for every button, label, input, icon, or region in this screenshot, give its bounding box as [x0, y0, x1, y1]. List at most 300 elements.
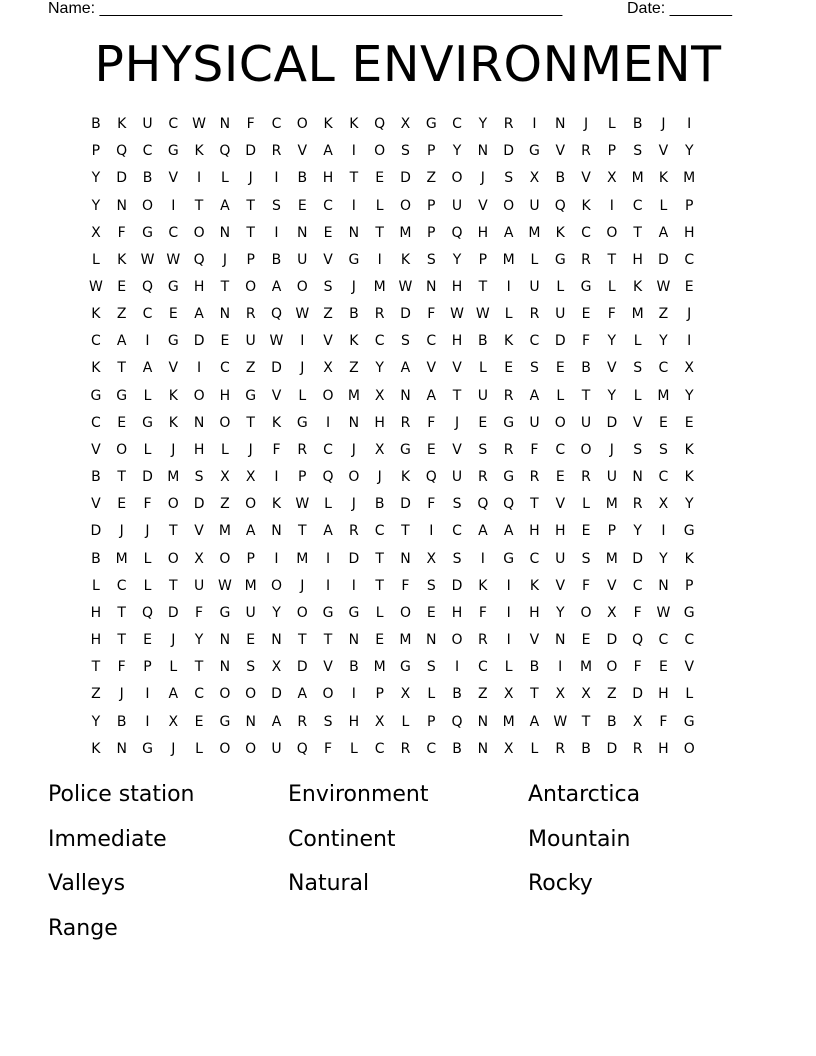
grid-letter: X	[503, 740, 514, 757]
grid-letter: L	[582, 496, 590, 513]
grid-letter: L	[91, 251, 100, 268]
grid-letter: K	[684, 441, 694, 458]
grid-letter: U	[477, 387, 488, 404]
grid-letter: K	[400, 469, 411, 486]
grid-letter: S	[633, 143, 643, 160]
grid-letter: D	[193, 496, 205, 513]
grid-letter: O	[270, 577, 282, 594]
grid-letter: I	[506, 279, 511, 296]
grid-letter: D	[271, 360, 282, 377]
grid-letter: B	[478, 333, 488, 350]
grid-letter: A	[529, 387, 540, 404]
grid-letter: X	[91, 224, 101, 241]
grid-letter: I	[377, 251, 382, 268]
grid-letter: K	[478, 577, 488, 594]
grid-letter: I	[558, 659, 563, 676]
grid-letter: L	[530, 740, 539, 757]
grid-letter: N	[555, 632, 566, 649]
grid-letter: O	[245, 740, 257, 757]
grid-letter: K	[684, 550, 694, 567]
grid-letter: U	[451, 469, 463, 486]
grid-letter: R	[400, 740, 411, 757]
grid-letter: H	[90, 632, 102, 649]
grid-letter: R	[503, 387, 514, 404]
grid-row	[83, 654, 733, 681]
grid-letter: H	[477, 224, 489, 241]
grid-letter: S	[658, 441, 668, 458]
grid-letter: X	[374, 387, 385, 404]
grid-letter: R	[271, 143, 282, 160]
grid-letter: Y	[272, 604, 281, 621]
grid-letter: J	[248, 170, 253, 187]
grid-letter: D	[606, 632, 618, 649]
grid-letter: K	[271, 496, 282, 513]
grid-letter: E	[143, 632, 152, 649]
grid-letter: C	[452, 523, 462, 540]
grid-letter: R	[477, 469, 488, 486]
grid-letter: L	[633, 387, 642, 404]
grid-letter: Y	[659, 550, 668, 567]
grid-letter: Z	[116, 306, 127, 323]
grid-letter: R	[529, 306, 540, 323]
grid-letter: L	[143, 441, 152, 458]
grid-letter: X	[607, 170, 617, 187]
grid-letter: W	[192, 116, 206, 133]
grid-letter: I	[506, 632, 511, 649]
word-list-item: Mountain	[528, 826, 631, 852]
grid-letter: L	[556, 387, 565, 404]
grid-letter: O	[322, 387, 334, 404]
grid-letter: I	[480, 550, 485, 567]
grid-letter: P	[246, 550, 255, 567]
grid-letter: M	[631, 170, 644, 187]
grid-row	[83, 600, 733, 627]
grid-letter: I	[326, 550, 331, 567]
grid-letter: T	[117, 360, 126, 377]
grid-letter: J	[171, 441, 176, 458]
grid-letter: E	[246, 632, 256, 649]
grid-letter: V	[529, 632, 540, 649]
grid-letter: O	[606, 659, 618, 676]
grid-letter: G	[167, 279, 179, 296]
grid-letter: I	[274, 469, 279, 486]
grid-row	[83, 627, 733, 654]
grid-letter: M	[683, 170, 696, 187]
grid-letter: X	[194, 550, 204, 567]
grid-row	[83, 736, 733, 763]
grid-letter: T	[169, 577, 178, 594]
grid-letter: S	[426, 659, 436, 676]
grid-letter: L	[530, 251, 539, 268]
grid-letter: G	[348, 604, 360, 621]
grid-letter: P	[427, 224, 436, 241]
grid-letter: Y	[659, 333, 668, 350]
grid-letter: J	[583, 116, 589, 133]
grid-letter: U	[529, 279, 540, 296]
grid-letter: Q	[503, 496, 515, 513]
letter-grid	[83, 111, 733, 763]
grid-letter: M	[605, 496, 618, 513]
grid-letter: K	[194, 143, 204, 160]
grid-letter: T	[246, 414, 255, 431]
grid-letter: I	[351, 197, 356, 214]
grid-letter: U	[606, 469, 617, 486]
grid-letter: U	[271, 740, 282, 757]
grid-letter: I	[351, 143, 356, 160]
grid-letter: A	[658, 224, 669, 241]
grid-letter: I	[274, 550, 279, 567]
grid-letter: K	[581, 197, 591, 214]
grid-letter: X	[400, 116, 411, 133]
grid-letter: S	[452, 550, 462, 567]
grid-letter: N	[426, 632, 437, 649]
grid-letter: N	[219, 659, 231, 676]
grid-letter: F	[324, 740, 333, 757]
grid-letter: I	[429, 523, 434, 540]
grid-letter: T	[633, 224, 642, 241]
grid-row	[83, 301, 733, 328]
date-field: Date: _______	[627, 0, 732, 17]
grid-letter: Y	[91, 197, 101, 214]
grid-letter: Q	[632, 632, 644, 649]
grid-letter: N	[245, 713, 256, 730]
grid-letter: C	[426, 740, 437, 757]
grid-letter: A	[529, 713, 540, 730]
grid-letter: W	[140, 251, 155, 268]
grid-letter: C	[116, 577, 127, 594]
grid-letter: I	[454, 659, 460, 676]
grid-letter: I	[532, 116, 537, 133]
grid-letter: Y	[194, 632, 204, 649]
grid-letter: J	[222, 251, 227, 268]
grid-letter: T	[194, 659, 204, 676]
grid-letter: Z	[220, 496, 230, 513]
grid-letter: P	[91, 143, 101, 160]
grid-letter: U	[555, 550, 566, 567]
grid-letter: H	[658, 740, 669, 757]
grid-letter: V	[271, 387, 282, 404]
header-fields	[48, 0, 740, 20]
grid-letter: K	[555, 224, 565, 241]
word-list-item: Valleys	[48, 871, 126, 896]
grid-letter: L	[220, 441, 229, 458]
grid-letter: L	[324, 496, 332, 513]
grid-letter: B	[632, 116, 643, 133]
grid-letter: M	[657, 387, 670, 404]
grid-letter: D	[193, 333, 205, 350]
grid-letter: M	[399, 224, 412, 241]
grid-letter: S	[426, 251, 436, 268]
grid-letter: G	[554, 251, 566, 268]
grid-letter: V	[684, 659, 695, 676]
grid-letter: R	[503, 441, 514, 458]
grid-letter: C	[374, 523, 385, 540]
grid-letter: O	[296, 604, 308, 621]
grid-letter: O	[219, 740, 231, 757]
grid-letter: D	[167, 604, 179, 621]
grid-row	[83, 518, 733, 545]
grid-letter: S	[452, 496, 462, 513]
grid-letter: E	[168, 306, 178, 323]
grid-letter: E	[220, 333, 230, 350]
grid-letter: G	[245, 387, 257, 404]
grid-letter: X	[220, 469, 230, 486]
grid-letter: S	[633, 441, 643, 458]
grid-letter: X	[374, 713, 385, 730]
grid-letter: I	[300, 333, 305, 350]
grid-letter: C	[581, 224, 591, 241]
grid-letter: K	[117, 251, 127, 268]
grid-letter: T	[297, 523, 307, 540]
grid-letter: M	[399, 632, 412, 649]
grid-letter: N	[555, 116, 566, 133]
grid-letter: D	[271, 686, 282, 703]
grid-letter: R	[297, 441, 308, 458]
grid-letter: Y	[91, 170, 101, 187]
grid-letter: S	[323, 713, 333, 730]
grid-letter: B	[297, 170, 308, 187]
grid-letter: Q	[477, 496, 489, 513]
grid-letter: G	[425, 116, 437, 133]
grid-letter: S	[323, 279, 333, 296]
grid-letter: G	[348, 251, 360, 268]
grid-letter: K	[529, 577, 540, 594]
grid-letter: C	[194, 686, 204, 703]
grid-row	[83, 192, 733, 219]
grid-letter: G	[400, 659, 411, 676]
grid-letter: E	[581, 632, 591, 649]
grid-letter: C	[529, 333, 540, 350]
grid-letter: T	[117, 632, 126, 649]
grid-letter: U	[245, 604, 256, 621]
grid-letter: K	[91, 306, 101, 323]
grid-letter: E	[117, 279, 127, 296]
grid-letter: Z	[245, 360, 256, 377]
grid-letter: D	[296, 659, 308, 676]
grid-letter: T	[323, 632, 333, 649]
grid-letter: K	[168, 414, 178, 431]
grid-letter: L	[91, 577, 100, 594]
grid-letter: O	[219, 414, 231, 431]
grid-letter: Y	[684, 496, 694, 513]
grid-letter: C	[426, 333, 437, 350]
grid-letter: G	[503, 469, 515, 486]
grid-letter: A	[503, 523, 514, 540]
grid-row	[83, 247, 733, 274]
grid-letter: O	[219, 550, 231, 567]
grid-letter: S	[401, 143, 410, 160]
grid-letter: G	[219, 604, 231, 621]
grid-row	[83, 138, 733, 165]
grid-letter: R	[374, 306, 385, 323]
grid-letter: X	[168, 713, 179, 730]
grid-letter: V	[555, 577, 566, 594]
grid-letter: G	[322, 604, 334, 621]
grid-letter: W	[295, 496, 310, 513]
word-list-item: Environment	[288, 782, 429, 807]
grid-letter: U	[451, 197, 463, 214]
grid-letter: K	[504, 333, 514, 350]
grid-letter: L	[375, 604, 384, 621]
grid-letter: H	[193, 279, 205, 296]
grid-letter: N	[632, 469, 643, 486]
grid-letter: O	[116, 441, 128, 458]
grid-letter: A	[503, 224, 514, 241]
grid-letter: G	[167, 143, 179, 160]
grid-letter: C	[323, 197, 333, 214]
grid-letter: M	[167, 469, 180, 486]
grid-letter: D	[451, 577, 463, 594]
grid-letter: V	[555, 496, 566, 513]
grid-letter: D	[245, 143, 257, 160]
grid-letter: C	[452, 116, 462, 133]
grid-letter: I	[351, 577, 356, 594]
word-list-item: Immediate	[48, 826, 167, 852]
grid-letter: W	[295, 306, 310, 323]
grid-letter: O	[167, 496, 179, 513]
grid-letter: N	[219, 306, 231, 323]
grid-letter: W	[88, 279, 103, 296]
grid-letter: C	[323, 441, 333, 458]
grid-letter: G	[529, 143, 540, 160]
grid-letter: M	[244, 577, 257, 594]
grid-letter: R	[245, 306, 256, 323]
grid-letter: I	[661, 523, 666, 540]
grid-letter: E	[323, 224, 333, 241]
grid-letter: X	[581, 686, 591, 703]
grid-letter: E	[297, 197, 307, 214]
grid-letter: R	[632, 740, 643, 757]
grid-letter: C	[632, 577, 643, 594]
grid-letter: J	[248, 441, 253, 458]
grid-letter: K	[117, 116, 127, 133]
grid-letter: A	[271, 713, 282, 730]
grid-letter: L	[220, 170, 229, 187]
grid-row	[83, 165, 733, 192]
grid-letter: I	[506, 577, 511, 594]
grid-letter: F	[633, 659, 642, 676]
grid-letter: M	[502, 251, 515, 268]
grid-letter: C	[684, 632, 695, 649]
grid-letter: Z	[426, 170, 437, 187]
grid-letter: O	[503, 197, 515, 214]
grid-row	[83, 328, 733, 355]
grid-letter: X	[271, 659, 282, 676]
grid-letter: M	[373, 659, 386, 676]
grid-letter: O	[296, 279, 308, 296]
grid-letter: I	[687, 116, 692, 133]
grid-letter: H	[529, 523, 540, 540]
grid-letter: W	[656, 604, 671, 621]
grid-letter: I	[274, 224, 279, 241]
grid-letter: E	[581, 523, 591, 540]
grid-letter: L	[401, 713, 410, 730]
grid-letter: J	[454, 414, 460, 431]
grid-letter: P	[607, 523, 617, 540]
grid-letter: I	[687, 333, 692, 350]
grid-letter: X	[374, 441, 385, 458]
grid-letter: N	[193, 414, 205, 431]
grid-letter: X	[607, 604, 617, 621]
grid-letter: K	[349, 333, 359, 350]
grid-letter: Y	[91, 713, 101, 730]
grid-letter: I	[197, 170, 202, 187]
grid-letter: L	[556, 279, 565, 296]
grid-letter: T	[297, 632, 307, 649]
grid-letter: D	[116, 170, 128, 187]
grid-letter: I	[145, 333, 150, 350]
grid-letter: D	[348, 550, 360, 567]
word-list-item: Rocky	[528, 871, 593, 896]
grid-letter: T	[375, 577, 384, 594]
grid-row	[83, 708, 733, 735]
grid-letter: O	[245, 279, 257, 296]
grid-letter: R	[581, 143, 591, 160]
grid-letter: E	[375, 632, 385, 649]
grid-letter: V	[632, 414, 643, 431]
grid-letter: U	[142, 116, 153, 133]
grid-letter: U	[297, 251, 308, 268]
grid-letter: R	[400, 414, 411, 431]
grid-letter: H	[683, 224, 695, 241]
grid-letter: B	[271, 251, 282, 268]
grid-letter: O	[245, 686, 257, 703]
grid-letter: G	[142, 224, 153, 241]
grid-letter: O	[167, 550, 179, 567]
grid-letter: D	[400, 306, 411, 323]
grid-letter: Q	[451, 713, 463, 730]
grid-letter: Z	[349, 360, 359, 377]
grid-letter: Y	[607, 333, 617, 350]
grid-letter: Y	[607, 387, 617, 404]
grid-letter: P	[375, 686, 384, 703]
grid-letter: Q	[296, 740, 308, 757]
grid-letter: G	[503, 550, 515, 567]
name-field: Name: ____________________________________________________	[48, 0, 563, 17]
grid-letter: D	[142, 469, 153, 486]
grid-letter: V	[478, 197, 488, 214]
grid-letter: G	[683, 523, 695, 540]
grid-letter: I	[145, 713, 150, 730]
grid-letter: Y	[452, 251, 462, 268]
grid-letter: L	[143, 577, 152, 594]
grid-letter: E	[426, 604, 436, 621]
grid-letter: J	[351, 496, 356, 513]
grid-letter: M	[347, 387, 360, 404]
grid-letter: E	[684, 279, 694, 296]
grid-letter: I	[145, 686, 150, 703]
grid-letter: D	[632, 550, 644, 567]
grid-letter: A	[297, 686, 308, 703]
grid-letter: B	[116, 713, 127, 730]
grid-letter: P	[607, 143, 617, 160]
grid-row	[83, 274, 733, 301]
grid-letter: C	[142, 143, 153, 160]
grid-letter: H	[451, 279, 463, 296]
grid-letter: R	[581, 469, 591, 486]
grid-letter: O	[141, 197, 153, 214]
grid-letter: B	[581, 360, 591, 377]
grid-letter: B	[91, 469, 101, 486]
grid-letter: G	[580, 279, 592, 296]
grid-letter: Y	[684, 387, 694, 404]
grid-letter: W	[553, 713, 568, 730]
grid-letter: O	[219, 686, 231, 703]
grid-letter: L	[685, 686, 694, 703]
grid-letter: Q	[425, 469, 437, 486]
grid-letter: F	[143, 496, 152, 513]
grid-letter: J	[300, 577, 305, 594]
